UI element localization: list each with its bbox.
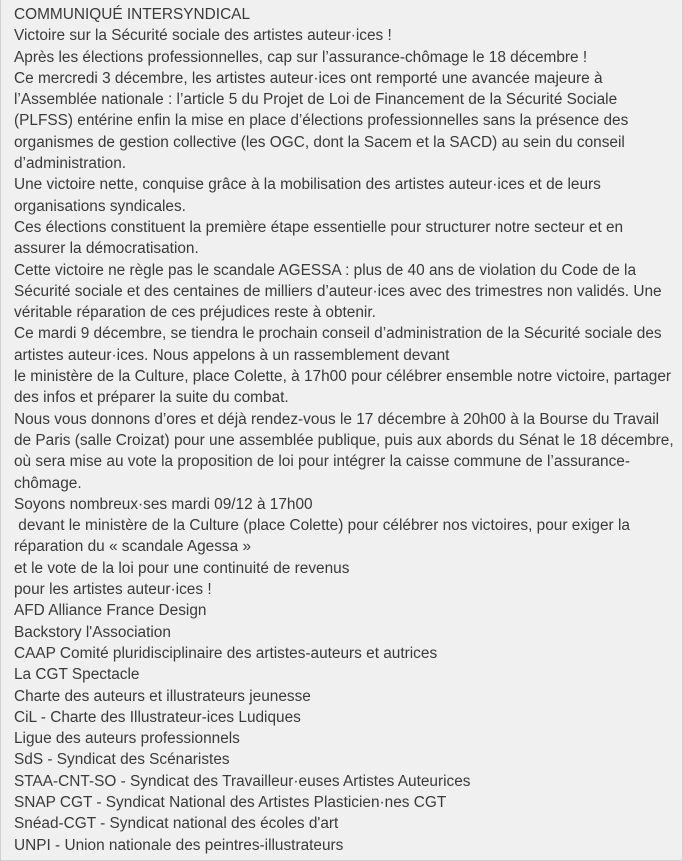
paragraph-public-assembly: Nous vous donnons d’ores et déjà rendez-vous le 17 décembre à 20h00 à la Bourse du Travail de Paris (salle Croizat) pour une assemblée publique, puis aux abords du Sénat le 18 décembre, où sera mise au vote la proposition de loi pour intégrer la caisse commune de l’assurance-chômage. [14,410,678,492]
paragraph-rally-purpose: devant le ministère de la Culture (place Colette) pour célébrer nos victoires, pour exiger la réparation du « scandale Agessa » [14,517,635,556]
paragraph-plfss-article: Ce mercredi 3 décembre, les artistes auteur·ices ont remporté une avancée majeure à l’Assemblée nationale : l’article 5 du Projet de Loi de Financement de la Sécurité Sociale (PLFSS) entérine enfin la mise en place d’élections professionnelles sans la présence des organismes de gestion collective (les OGC, dont la Sacem et la SACD) au sein du conseil d’administration. [14,69,633,173]
signatory-unpi: UNPI - Union nationale des peintres-illustrateurs [14,836,344,854]
paragraph-rally-location: le ministère de la Culture, place Colette, à 17h00 pour célébrer ensemble notre victoire, partager des infos et préparer la suite du combat. [14,368,676,407]
signatory-afd: AFD Alliance France Design [14,602,207,620]
signatory-charte-jeunesse: Charte des auteurs et illustrateurs jeunesse [14,687,311,705]
paragraph-victory-title: Victoire sur la Sécurité sociale des artistes auteur·ices ! [14,27,392,45]
paragraph-agessa-scandal: Cette victoire ne règle pas le scandale AGESSA : plus de 40 ans de violation du Code de la Sécurité sociale et des centaines de milliers d’auteur·ices avec des trimestres non validés. Une véritable réparation de ces préjudices reste à obtenir. [14,261,666,322]
signatory-caap: CAAP Comité pluridisciplinaire des artistes-auteurs et autrices [14,644,438,662]
signatory-cil: CiL - Charte des Illustrateur-ices Ludiques [14,708,301,726]
signatory-backstory: Backstory l'Association [14,623,171,641]
paragraph-closing: pour les artistes auteur·ices ! [14,581,212,599]
paragraph-first-step: Ces élections constituent la première étape essentielle pour structurer notre secteur et en assurer la démocratisation. [14,218,628,258]
signatory-sds: SdS - Syndicat des Scénaristes [14,751,230,769]
signatory-cgt-spectacle: La CGT Spectacle [14,666,140,684]
signatory-snead-cgt: Snéad-CGT - Syndicat national des écoles d'art [14,815,339,833]
paragraph-board-meeting: Ce mardi 9 décembre, se tiendra le prochain conseil d’administration de la Sécurité sociale des artistes auteur·ices. Nous appelons à un rassemblement devant [14,325,666,364]
paragraph-mobilisation: Une victoire nette, conquise grâce à la mobilisation des artistes auteur·ices et de leurs organisations syndicales. [14,176,606,215]
paragraph-income-continuity: et le vote de la loi pour une continuité de revenus [14,559,350,577]
paragraph-call-to-action: Soyons nombreux·ses mardi 09/12 à 17h00 [14,495,313,513]
signatory-ligue: Ligue des auteurs professionnels [14,730,240,748]
document-heading: COMMUNIQUÉ INTERSYNDICAL [14,6,251,23]
signatory-staa-cnt-so: STAA-CNT-SO - Syndicat des Travailleur·euses Artistes Auteurices [14,772,471,790]
paragraph-elections-subtitle: Après les élections professionnelles, cap sur l’assurance-chômage le 18 décembre ! [14,48,588,66]
signatory-snap-cgt: SNAP CGT - Syndicat National des Artistes Plasticien·nes CGT [14,793,447,811]
